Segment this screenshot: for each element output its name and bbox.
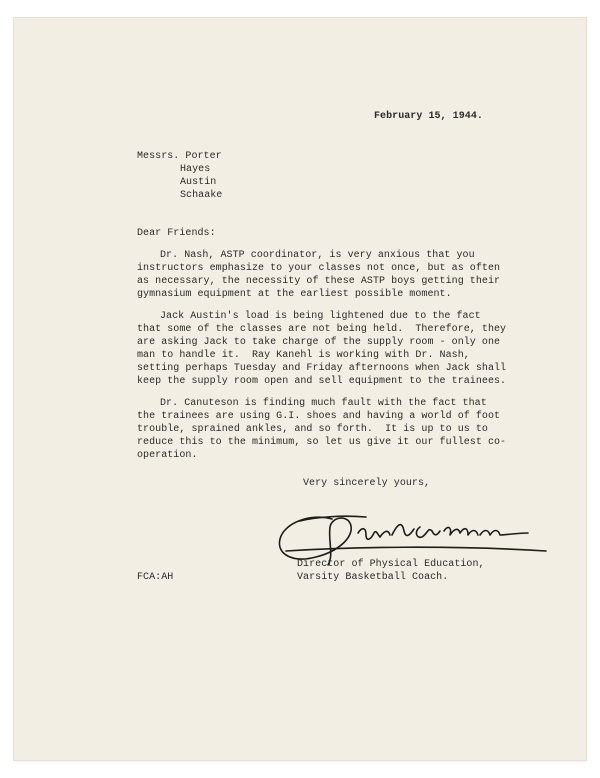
recipient-line: Austin — [180, 177, 217, 188]
recipient-line: Hayes — [180, 164, 211, 175]
salutation: Dear Friends: — [137, 228, 216, 239]
paragraph-line: that some of the classes are not being held. Therefore, they — [137, 324, 507, 335]
paragraph-line: gymnasium equipment at the earliest possible moment. — [137, 289, 452, 300]
paragraph-line: reduce this to the minimum, so let us give it our fullest co- — [137, 437, 507, 448]
paragraph-line: setting perhaps Tuesday and Friday afternoons when Jack shall — [137, 363, 507, 374]
paragraph-line: operation. — [137, 450, 198, 461]
letter-page — [14, 18, 586, 760]
signer-title: Varsity Basketball Coach. — [297, 572, 449, 583]
letterhead-bleedthrough — [14, 30, 586, 44]
paragraph-line: man to handle it. Ray Kanehl is working with Dr. Nash, — [137, 350, 470, 361]
recipient-line: Schaake — [180, 190, 223, 201]
paragraph-line: keep the supply room open and sell equipment to the trainees. — [137, 376, 507, 387]
complimentary-close: Very sincerely yours, — [303, 478, 431, 489]
paragraph-line: Dr. Nash, ASTP coordinator, is very anxious that you — [160, 250, 475, 261]
paragraph-line: Jack Austin's load is being lightened due to the fact — [160, 311, 481, 322]
paragraph-line: instructors emphasize to your classes not once, but as often — [137, 263, 501, 274]
reference-initials: FCA:AH — [137, 572, 174, 583]
paragraph-line: trouble, sprained ankles, and so forth. It is up to us to — [137, 424, 488, 435]
paragraph-line: are asking Jack to take charge of the supply room - only one — [137, 337, 501, 348]
paragraph-line: as necessary, the necessity of these ASTP boys getting their — [137, 276, 501, 287]
signer-title: Director of Physical Education, — [297, 559, 485, 570]
paragraph-line: Dr. Canuteson is finding much fault with the fact that — [160, 398, 487, 409]
recipient-line: Messrs. Porter — [137, 151, 222, 162]
letter-date: February 15, 1944. — [374, 111, 483, 122]
paragraph-line: the trainees are using G.I. shoes and having a world of foot — [137, 411, 501, 422]
